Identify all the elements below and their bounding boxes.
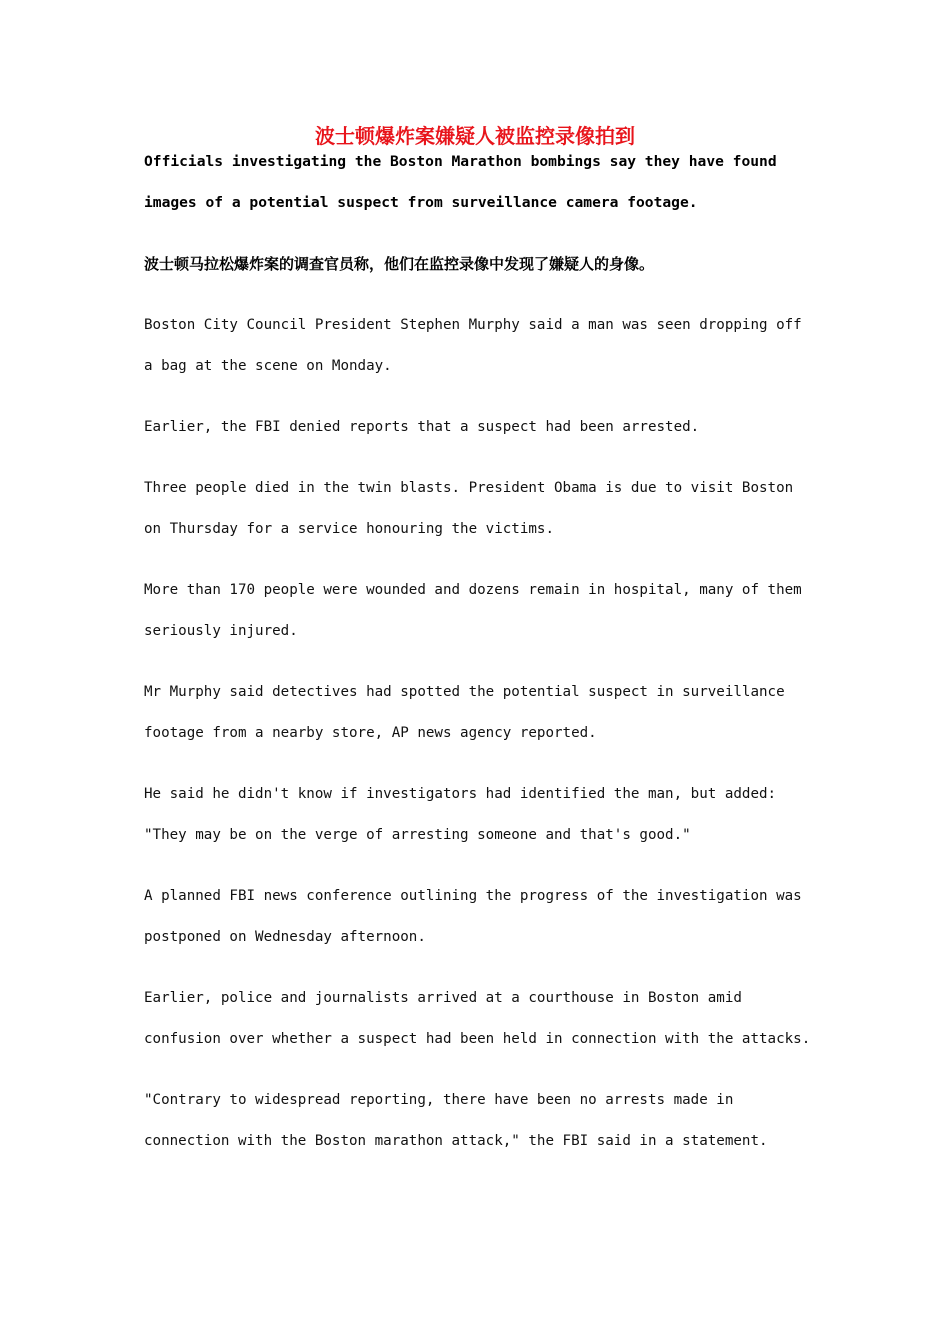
paragraph	[144, 476, 824, 558]
paragraph-line: Earlier, police and journalists arrived at a courthouse in Boston amid	[144, 990, 742, 1006]
paragraph	[144, 680, 824, 762]
article-body	[144, 150, 824, 1170]
paragraph-gap	[144, 864, 824, 884]
paragraph-line: Earlier, the FBI denied reports that a suspect had been arrested.	[144, 419, 700, 435]
paragraph-line: confusion over whether a suspect had been held in connection with the attacks.	[144, 1031, 811, 1047]
paragraph	[144, 1088, 824, 1170]
paragraph-line: Mr Murphy said detectives had spotted the potential suspect in surveillance	[144, 684, 785, 700]
paragraph-line: connection with the Boston marathon attack," the FBI said in a statement.	[144, 1133, 768, 1149]
paragraph-gap	[144, 762, 824, 782]
paragraph-gap	[144, 1068, 824, 1088]
paragraph-line: Boston City Council President Stephen Murphy said a man was seen dropping off	[144, 317, 802, 333]
paragraph-gap	[144, 558, 824, 578]
paragraph	[144, 578, 824, 660]
paragraph-line: He said he didn't know if investigators had identified the man, but added:	[144, 786, 777, 802]
paragraph-line: on Thursday for a service honouring the victims.	[144, 521, 554, 537]
lead-line: Officials investigating the Boston Marathon bombings say they have found	[144, 153, 777, 170]
paragraph-gap	[144, 456, 824, 476]
paragraph-line: a bag at the scene on Monday.	[144, 358, 392, 374]
article-title: 波士顿爆炸案嫌疑人被监控录像拍到	[315, 124, 635, 148]
paragraph-gap	[144, 232, 824, 252]
paragraph-gap	[144, 293, 824, 313]
paragraph-line: Three people died in the twin blasts. President Obama is due to visit Boston	[144, 480, 794, 496]
paragraph	[144, 782, 824, 864]
paragraph	[144, 986, 824, 1068]
paragraph-gap	[144, 966, 824, 986]
lead-line: images of a potential suspect from surveillance camera footage.	[144, 194, 698, 211]
chinese-summary: 波士顿马拉松爆炸案的调查官员称，他们在监控录像中发现了嫌疑人的身像。	[144, 255, 655, 273]
paragraph	[144, 884, 824, 966]
paragraph-line: seriously injured.	[144, 623, 298, 639]
paragraph-line: "Contrary to widespread reporting, there have been no arrests made in	[144, 1092, 734, 1108]
paragraph	[144, 415, 824, 456]
paragraph	[144, 313, 824, 395]
paragraph-gap	[144, 660, 824, 680]
paragraph-gap	[144, 395, 824, 415]
paragraph-line: A planned FBI news conference outlining the progress of the investigation was	[144, 888, 802, 904]
paragraph-line: "They may be on the verge of arresting someone and that's good."	[144, 827, 691, 843]
paragraph-line: More than 170 people were wounded and dozens remain in hospital, many of them	[144, 582, 802, 598]
lead-paragraph	[144, 150, 824, 232]
paragraph-line: postponed on Wednesday afternoon.	[144, 929, 426, 945]
paragraph-line: footage from a nearby store, AP news agency reported.	[144, 725, 597, 741]
